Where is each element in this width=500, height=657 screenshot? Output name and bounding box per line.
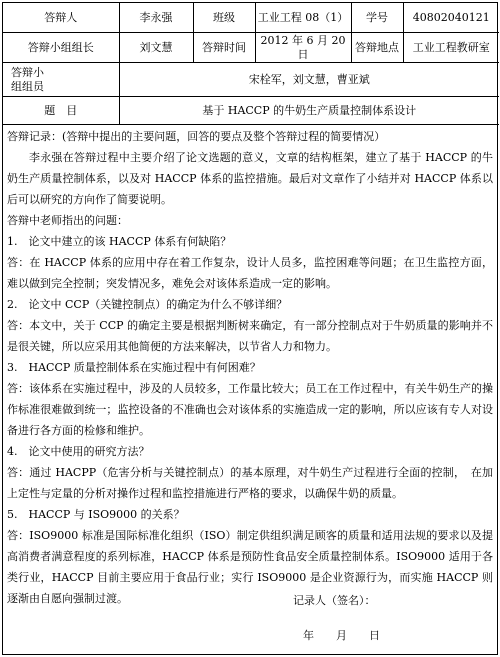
- header-row-members: [3, 63, 499, 97]
- record-intro: 答辩记录：(答辩中提出的主要问题，回答的要点及整个答辩过程的简要情况）: [7, 130, 386, 143]
- signature-date: 年 月 日: [303, 629, 380, 642]
- question-1: 1. 论文中建立的该 HACCP 体系有何缺陷？: [7, 235, 232, 248]
- record-summary: 李永强在答辩过程中主要介绍了论文选题的意义，文章的结构框架，建立了基于 HACCP 的牛奶生产质量控制体系，以及对 HACCP 体系的监控措施。最后对文章作了小结并对 HACCP 体系以后可以研究的方向作了简要说明。: [7, 151, 493, 206]
- answer-3: 答：该体系在实施过程中，涉及的人员较多，工作量比较大；员工在工作过程中，有关牛奶生产的操作标准很难做到统一；监控设备的不准确也会对该体系的实施造成一定的影响，所以应该有专人对设备进行各方面的检修和维护。: [7, 382, 493, 437]
- answer-4: 答：通过 HACPP（危害分析与关键控制点）的基本原理，对牛奶生产过程进行全面的控制， 在加上定性与定量的分析对操作过程和监控措施进行严格的要求，以确保牛奶的质量。: [7, 466, 493, 500]
- question-2: 2. 论文中 CCP（关键控制点）的确定为什么不够详细？: [7, 298, 288, 311]
- time-label: 答辩时间: [193, 33, 255, 63]
- question-5: 5. HACCP 与 ISO9000 的关系？: [7, 508, 185, 521]
- question-4: 4. 论文中使用的研究方法？: [7, 445, 150, 458]
- members-value: 宋栓军，刘文慧，曹亚斌: [119, 63, 499, 97]
- topic-label: 题 目: [3, 97, 119, 125]
- members-label-line2: 组组员: [11, 79, 44, 93]
- recorder-signature-label: 记录人（签名）：: [293, 594, 376, 607]
- leader-label: 答辩小组组长: [3, 33, 119, 63]
- class-value: 工业工程 08（1）: [255, 3, 351, 33]
- defender-name: 李永强: [119, 3, 193, 33]
- location-label: 答辩地点: [351, 33, 403, 63]
- leader-name: 刘文慧: [119, 33, 193, 63]
- defender-label: 答辩人: [3, 3, 119, 33]
- header-row-leader: [3, 33, 499, 63]
- record-body: [3, 124, 497, 654]
- student-id-label: 学号: [351, 3, 403, 33]
- class-label: 班级: [193, 3, 255, 33]
- header-row-topic: [3, 97, 499, 125]
- question-3: 3. HACCP 质量控制体系在实施过程中有何困难？: [7, 361, 261, 374]
- header-table: [3, 3, 499, 125]
- answer-1: 答：在 HACCP 体系的应用中存在着工作复杂，设计人员多，监控困难等问题；在卫生监控方面，难以做到完全控制；突发情况多，难免会对该体系造成一定的影响。: [7, 256, 493, 290]
- student-id-value: 40802040121: [403, 3, 499, 33]
- members-label-line1: 答辩小: [11, 65, 44, 79]
- header-row-defender: [3, 3, 499, 33]
- defense-record-form: [2, 2, 498, 655]
- answer-2: 答：本文中，关于 CCP 的确定主要是根据判断树来确定，有一部分控制点对于牛奶质量的影响并不是很关键，所以应采用其他简便的方法来解决，以节省人力和物力。: [7, 319, 493, 353]
- answer-5: 答：ISO9000 标准是国际标准化组织（ISO）制定供组织满足顾客的质量和适用法规的要求以及提高消费者满意程度的系列标准，HACCP 体系是预防性食品安全质量控制体系。ISO9000 适用于各类行业，HACCP 目前主要应用于食品行业；实行 ISO9000 是企业资源行为，而实施 HACCP 则逐渐由自愿向强制过渡。: [7, 529, 493, 605]
- location-value: 工业工程教研室: [403, 33, 499, 63]
- topic-value: 基于 HACCP 的牛奶生产质量控制体系设计: [119, 97, 499, 125]
- members-label: [3, 63, 119, 97]
- time-value: 2012 年 6 月 20 日: [255, 33, 351, 63]
- questions-intro: 答辩中老师指出的问题：: [7, 214, 128, 227]
